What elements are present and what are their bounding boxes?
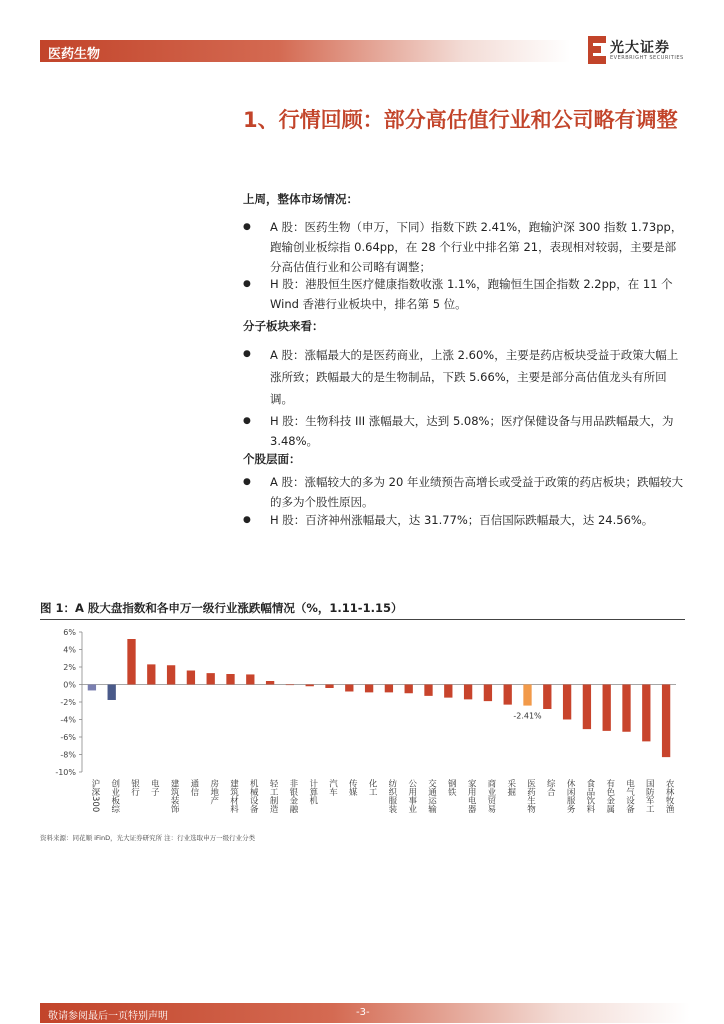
market-intro-heading: 上周，整体市场情况： (243, 192, 358, 206)
x-category-label: 国防军工 (644, 779, 655, 813)
figure-title-rule (40, 619, 685, 620)
x-category-label: 综合 (545, 779, 556, 796)
x-category-label: 传媒 (347, 779, 358, 796)
bar-非银金融 (286, 685, 294, 686)
y-tick-label: -6% (60, 733, 76, 742)
bar-通信 (187, 671, 195, 685)
y-tick-label: 4% (63, 645, 76, 655)
bar-国防军工 (642, 685, 650, 742)
x-category-label: 房地产 (208, 779, 219, 805)
x-category-label: 建筑装饰 (169, 779, 180, 813)
bar-休闲服务 (563, 685, 571, 720)
bullet-dot-icon: ● (243, 477, 251, 487)
x-category-label: 计算机 (307, 779, 318, 805)
x-category-label: 电气设备 (624, 779, 635, 813)
x-category-label: 汽车 (327, 779, 338, 796)
sector-intro-heading: 分子板块来看： (243, 319, 324, 333)
y-tick-label: -10% (55, 768, 76, 777)
bar-医药生物 (523, 685, 531, 706)
bullet-dot-icon: ● (243, 416, 251, 426)
footer-bar (40, 1003, 690, 1023)
everbright-logo (588, 36, 688, 66)
bar-家用电器 (464, 685, 472, 700)
market-bullet-text: H 股：港股恒生医疗健康指数收涨 1.1%，跑输恒生国企指数 2.2pp，在 11 个 Wind 香港行业板块中，排名第 5 位。 (270, 277, 673, 311)
x-category-label: 电子 (149, 779, 160, 796)
bar-农林牧渔 (662, 685, 670, 758)
x-category-label: 建筑材料 (228, 779, 239, 813)
bar-计算机 (306, 685, 314, 687)
bar-有色金属 (603, 685, 611, 731)
bar-建筑材料 (226, 674, 234, 685)
bar-商业贸易 (484, 685, 492, 702)
x-category-label: 商业贸易 (485, 779, 496, 813)
x-category-label: 农林牧渔 (664, 779, 675, 813)
bar-传媒 (345, 685, 353, 692)
x-category-label: 公用事业 (406, 779, 417, 813)
bar-银行 (127, 639, 135, 685)
bar-轻工制造 (266, 681, 274, 685)
x-category-label: 轻工制造 (268, 779, 279, 813)
stock-bullet-text: A 股：涨幅较大的多为 20 年业绩预告高增长或受益于政策的药店板块；跌幅较大的多为个股性原因。 (270, 475, 683, 509)
y-tick-label: 2% (63, 663, 76, 672)
x-category-label: 沪深300 (89, 779, 100, 813)
bar-机械设备 (246, 674, 254, 684)
header-bar (40, 40, 570, 62)
bar-公用事业 (405, 685, 413, 694)
sector-returns-bar-chart (40, 622, 685, 830)
section-title: 1、行情回顾：部分高估值行业和公司略有调整 (243, 108, 678, 132)
sector-bullet-text: A 股：涨幅最大的是医药商业，上涨 2.60%，主要是药店板块受益于政策大幅上涨所致；跌幅最大的是生物制品，下跌 5.66%，主要是部分高估值龙头有所回调。 (270, 348, 679, 406)
highlight-data-label: -2.41% (513, 711, 542, 721)
x-category-label: 非银金融 (287, 779, 298, 813)
logo-name-en: EVERBRIGHT SECURITIES (610, 55, 684, 61)
y-tick-label: 0% (63, 680, 76, 690)
x-category-label: 银行 (129, 779, 140, 796)
bar-纺织服装 (385, 685, 393, 693)
bullet-dot-icon: ● (243, 222, 251, 232)
x-category-label: 通信 (188, 779, 199, 796)
bar-化工 (365, 685, 373, 693)
bullet-dot-icon: ● (243, 279, 251, 289)
x-category-label: 家用电器 (466, 779, 477, 813)
x-category-label: 纺织服装 (386, 779, 397, 813)
y-tick-label: -2% (60, 698, 76, 707)
bar-房地产 (207, 673, 215, 684)
x-category-label: 医药生物 (525, 779, 536, 813)
logo-name-cn: 光大证券 (610, 40, 670, 56)
footer-page-number: -3- (356, 1007, 370, 1018)
x-category-label: 机械设备 (248, 779, 259, 813)
x-category-label: 有色金属 (604, 779, 615, 813)
market-bullet-text: A 股：医药生物（申万，下同）指数下跌 2.41%，跑输沪深 300 指数 1.73pp，跑输创业板综指 0.64pp，在 28 个行业中排名第 21，表现相对较弱，主要是部分高估值行业和公司略有调整； (270, 220, 683, 274)
bar-钢铁 (444, 685, 452, 698)
figure-source-note: 资料来源：同花顺 iFinD，光大证券研究所 注：行业选取申万一级行业分类 (40, 834, 256, 842)
y-tick-label: 6% (63, 628, 76, 637)
x-category-label: 交通运输 (426, 779, 437, 813)
everbright-logo-icon (588, 36, 606, 64)
bar-电子 (147, 664, 155, 684)
x-category-label: 化工 (367, 779, 378, 796)
bullet-dot-icon: ● (243, 349, 251, 359)
bar-交通运输 (424, 685, 432, 696)
bar-综合 (543, 685, 551, 710)
bar-电气设备 (622, 685, 630, 732)
bar-采掘 (504, 685, 512, 705)
sector-bullet-text: H 股：生物科技 III 涨幅最大，达到 5.08%；医疗保健设备与用品跌幅最大，为 3.48%。 (270, 414, 674, 448)
x-category-label: 创业板综 (109, 779, 120, 813)
x-category-label: 采掘 (505, 779, 516, 796)
stock-intro-heading: 个股层面： (243, 452, 301, 466)
header-section-label: 医药生物 (48, 47, 101, 62)
y-tick-label: -8% (60, 750, 76, 760)
bar-创业板综 (108, 685, 116, 700)
bar-汽车 (325, 685, 333, 689)
footer-disclaimer: 敬请参阅最后一页特别声明 (48, 1011, 168, 1022)
y-tick-label: -4% (60, 715, 76, 725)
bar-沪深300 (88, 685, 96, 691)
bar-建筑装饰 (167, 665, 175, 684)
x-category-label: 钢铁 (446, 779, 457, 796)
bullet-dot-icon: ● (243, 515, 251, 525)
x-category-label: 休闲服务 (565, 779, 576, 813)
bar-食品饮料 (583, 685, 591, 730)
stock-bullet-text: H 股：百济神州涨幅最大，达 31.77%；百信国际跌幅最大，达 24.56%。 (270, 513, 654, 527)
figure-title: 图 1：A 股大盘指数和各申万一级行业涨跌幅情况（%，1.11-1.15） (40, 601, 403, 615)
x-category-label: 食品饮料 (584, 779, 595, 813)
